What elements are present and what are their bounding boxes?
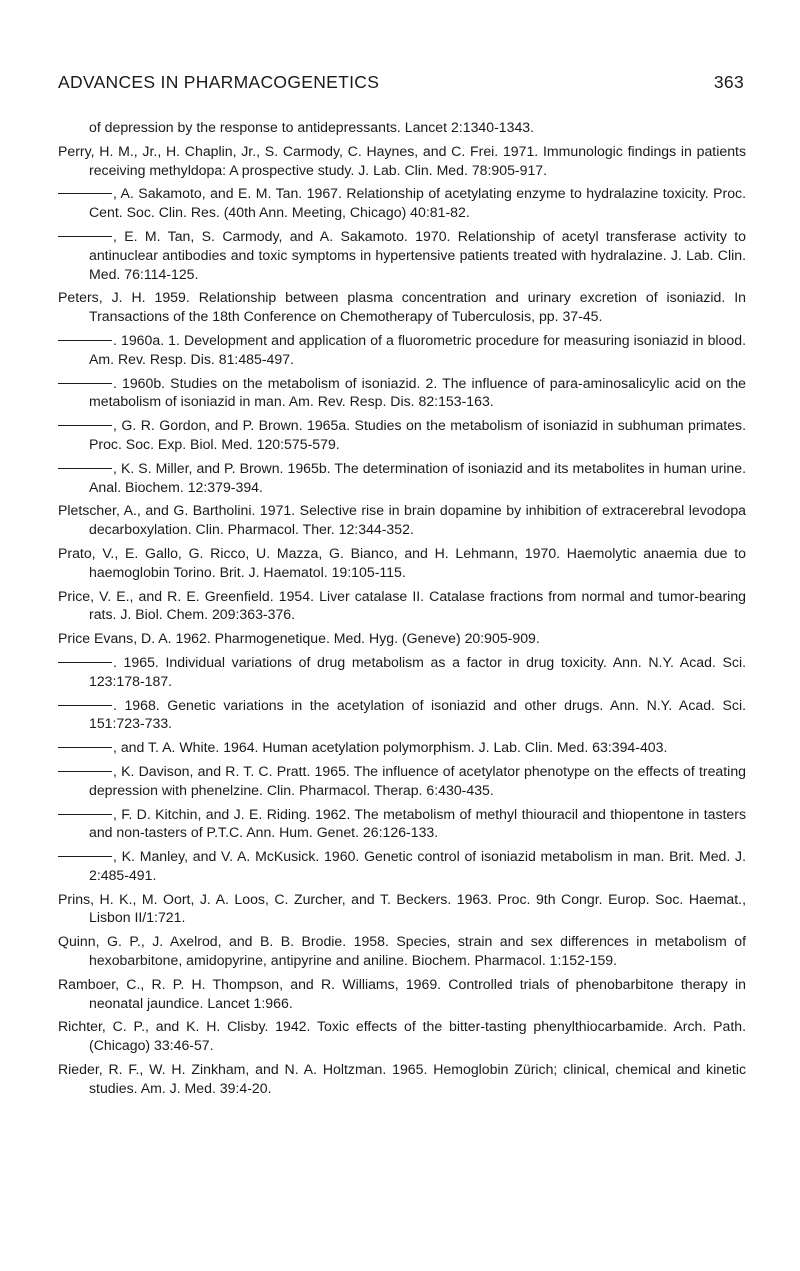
reference-entry <box>58 374 746 412</box>
reference-entry <box>58 227 746 283</box>
same-author-dash <box>58 747 112 748</box>
page-number: 363 <box>713 72 744 92</box>
same-author-dash <box>58 771 112 772</box>
reference-text: , K. Manley, and V. A. McKusick. 1960. Genetic control of isoniazid metabolism in man. Brit. Med. J. 2:485-491. <box>89 848 746 883</box>
reference-entry <box>58 118 746 137</box>
reference-text: Pletscher, A., and G. Bartholini. 1971. Selective rise in brain dopamine by inhibition of extracerebral levodopa decarboxylation. Clin. Pharmacol. Ther. 12:344-352. <box>58 502 746 538</box>
reference-text: , K. Davison, and R. T. C. Pratt. 1965. The influence of acetylator phenotype on the effects of treating depression with phenelzine. Clin. Pharmacol. Therap. 6:430-435. <box>89 762 746 798</box>
same-author-dash <box>58 425 112 426</box>
running-head <box>58 72 744 93</box>
reference-text: Richter, C. P., and K. H. Clisby. 1942. Toxic effects of the bitter-tasting phenylthiocarbamide. Arch. Path. (Chicago) 33:46-57. <box>58 1018 746 1054</box>
reference-entry <box>58 1060 746 1098</box>
reference-text: Perry, H. M., Jr., H. Chaplin, Jr., S. Carmody, C. Haynes, and C. Frei. 1971. Immunologic findings in patients receiving methyldopa: A prospective study. J. Lab. Clin. Med. 78:905-917. <box>58 142 746 178</box>
reference-text: Ramboer, C., R. P. H. Thompson, and R. Williams, 1969. Controlled trials of phenobarbitone therapy in neonatal jaundice. Lancet 1:966. <box>58 975 746 1011</box>
reference-entry <box>58 544 746 582</box>
reference-text: Peters, J. H. 1959. Relationship between plasma concentration and urinary excretion of isoniazid. In Transactions of the 18th Conference on Chemotherapy of Tuberculosis, pp. 37-45. <box>58 289 746 325</box>
running-head-title: ADVANCES IN PHARMACOGENETICS <box>58 72 380 92</box>
reference-entry <box>58 653 746 691</box>
same-author-dash <box>58 662 112 663</box>
reference-text: . 1965. Individual variations of drug metabolism as a factor in drug toxicity. Ann. N.Y. Acad. Sci. 123:178-187. <box>89 653 746 689</box>
same-author-dash <box>58 856 112 857</box>
reference-text: , K. S. Miller, and P. Brown. 1965b. The determination of isoniazid and its metabolites in human urine. Anal. Biochem. 12:379-394. <box>89 459 746 495</box>
same-author-dash <box>58 236 112 237</box>
reference-text: Rieder, R. F., W. H. Zinkham, and N. A. Holtzman. 1965. Hemoglobin Zürich; clinical, chemical and kinetic studies. Am. J. Med. 39:4-20. <box>58 1061 746 1096</box>
same-author-dash <box>58 193 112 194</box>
reference-entry <box>58 738 746 757</box>
reference-text: Price, V. E., and R. E. Greenfield. 1954. Liver catalase II. Catalase fractions from normal and tumor-bearing rats. J. Biol. Chem. 209:363-376. <box>58 587 746 623</box>
reference-text: Prato, V., E. Gallo, G. Ricco, U. Mazza, G. Bianco, and H. Lehmann, 1970. Haemolytic anaemia due to haemoglobin Torino. Brit. J. Haematol. 19:105-115. <box>58 544 746 580</box>
reference-entry <box>58 629 746 648</box>
same-author-dash <box>58 383 112 384</box>
reference-entry <box>58 847 746 885</box>
reference-text: of depression by the response to antidepressants. Lancet 2:1340-1343. <box>89 119 535 135</box>
reference-entry <box>58 501 746 539</box>
reference-entry <box>58 805 746 843</box>
same-author-dash <box>58 340 112 341</box>
reference-entry <box>58 762 746 800</box>
reference-text: , E. M. Tan, S. Carmody, and A. Sakamoto. 1970. Relationship of acetyl transferase activity to antinuclear antibodies and toxic symptoms in hypertensive patients treated with hydralazine. J. Lab. Clin. Med. 76:114-125. <box>89 227 746 282</box>
reference-entry <box>58 142 746 180</box>
reference-text: , F. D. Kitchin, and J. E. Riding. 1962. The metabolism of methyl thiouracil and thiopentone in tasters and non-tasters of P.T.C. Ann. Hum. Genet. 26:126-133. <box>89 805 746 841</box>
same-author-dash <box>58 814 112 815</box>
same-author-dash <box>58 468 112 469</box>
reference-text: . 1960b. Studies on the metabolism of isoniazid. 2. The influence of para-aminosalicylic acid on the metabolism of isoniazid in man. Am. Rev. Resp. Dis. 82:153-163. <box>89 374 746 410</box>
reference-entry <box>58 932 746 970</box>
reference-list <box>58 118 746 1103</box>
reference-entry <box>58 1017 746 1055</box>
reference-text: . 1960a. 1. Development and application of a fluorometric procedure for measuring isoniazid in blood. Am. Rev. Resp. Dis. 81:485-497. <box>89 331 746 367</box>
reference-entry <box>58 288 746 326</box>
reference-entry <box>58 184 746 222</box>
reference-text: , A. Sakamoto, and E. M. Tan. 1967. Relationship of acetylating enzyme to hydralazine toxicity. Proc. Cent. Soc. Clin. Res. (40th Ann. Meeting, Chicago) 40:81-82. <box>89 185 746 221</box>
reference-entry <box>58 696 746 734</box>
reference-text: Price Evans, D. A. 1962. Pharmogenetique. Med. Hyg. (Geneve) 20:905-909. <box>58 630 540 647</box>
reference-entry <box>58 416 746 454</box>
reference-text: , and T. A. White. 1964. Human acetylation polymorphism. J. Lab. Clin. Med. 63:394-403. <box>113 739 668 756</box>
reference-text: Quinn, G. P., J. Axelrod, and B. B. Brodie. 1958. Species, strain and sex differences in metabolism of hexobarbitone, amidopyrine, antipyrine and aniline. Biochem. Pharmacol. 1:152-159. <box>58 933 746 969</box>
reference-entry <box>58 459 746 497</box>
reference-entry <box>58 975 746 1013</box>
reference-text: . 1968. Genetic variations in the acetylation of isoniazid and other drugs. Ann. N.Y. Acad. Sci. 151:723-733. <box>89 696 746 732</box>
same-author-dash <box>58 705 112 706</box>
reference-entry <box>58 331 746 369</box>
reference-text: , G. R. Gordon, and P. Brown. 1965a. Studies on the metabolism of isoniazid in subhuman primates. Proc. Soc. Exp. Biol. Med. 120:575-579. <box>89 417 746 452</box>
reference-entry <box>58 890 746 928</box>
reference-entry <box>58 587 746 625</box>
reference-text: Prins, H. K., M. Oort, J. A. Loos, C. Zurcher, and T. Beckers. 1963. Proc. 9th Congr. Europ. Soc. Haemat., Lisbon II/1:721. <box>58 890 746 926</box>
